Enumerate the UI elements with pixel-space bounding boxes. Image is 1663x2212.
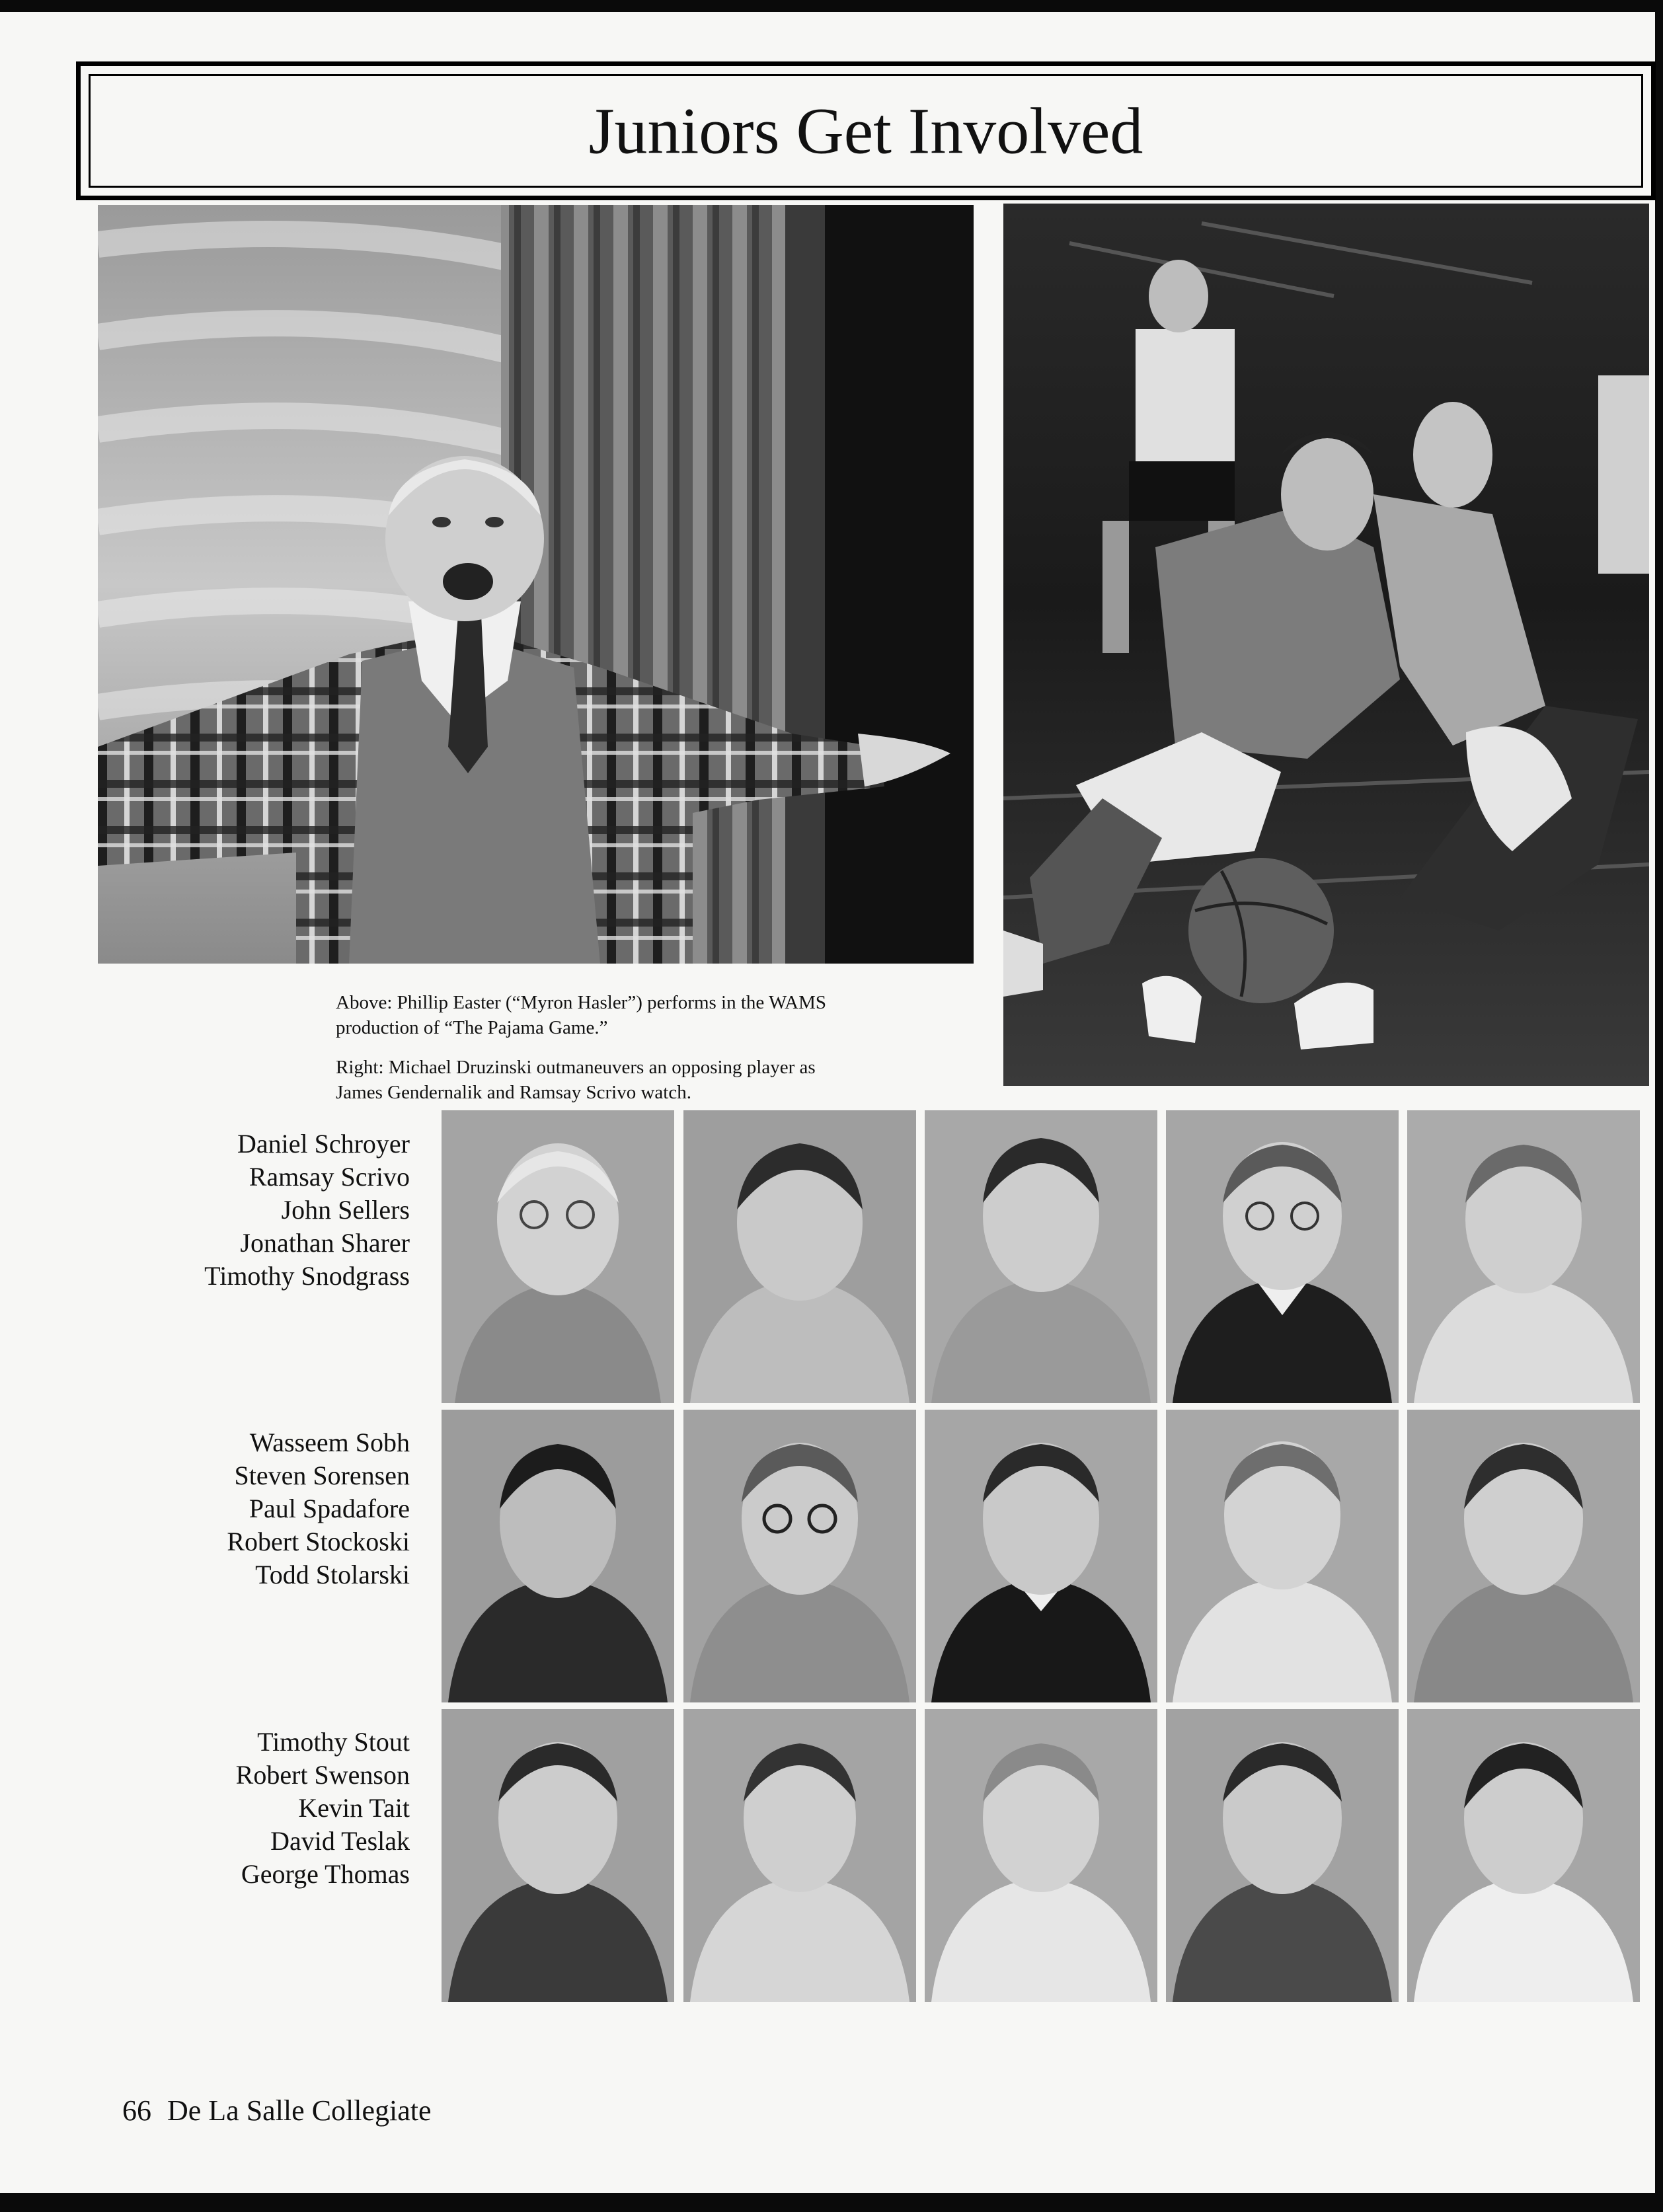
student-name: Wasseem Sobh [249, 1428, 410, 1457]
school-name: De La Salle Collegiate [167, 2094, 432, 2127]
title-banner [76, 61, 1656, 200]
student-portrait [925, 1410, 1157, 1702]
student-name: Paul Spadafore [249, 1494, 410, 1523]
student-portrait [1407, 1709, 1640, 2002]
student-portrait [925, 1110, 1157, 1403]
student-portrait [1166, 1709, 1399, 2002]
page-number: 66 [122, 2094, 151, 2127]
student-name: David Teslak [270, 1826, 410, 1856]
names-row-3 [99, 1726, 410, 1891]
names-row-1 [99, 1127, 410, 1293]
student-name: Steven Sorensen [234, 1461, 410, 1490]
page-title: Juniors Get Involved [588, 94, 1143, 168]
student-portrait [1407, 1410, 1640, 1702]
student-portrait [925, 1709, 1157, 2002]
student-name: Timothy Stout [257, 1727, 410, 1757]
student-name: Timothy Snodgrass [204, 1261, 410, 1291]
student-portrait [1407, 1110, 1640, 1403]
student-name: Jonathan Sharer [240, 1228, 410, 1258]
student-name: John Sellers [281, 1195, 410, 1225]
student-portrait [1166, 1410, 1399, 1702]
student-name: Robert Stockoski [227, 1527, 410, 1556]
student-name: Daniel Schroyer [237, 1129, 410, 1159]
student-name: Robert Swenson [235, 1760, 410, 1790]
caption-right: Right: Michael Druzinski outmaneuvers an opposing player as James Gendernalik and Ramsay Scrivo watch. [336, 1057, 816, 1103]
student-portrait [442, 1709, 674, 2002]
yearbook-page [0, 12, 1655, 2193]
student-name: Todd Stolarski [255, 1560, 410, 1589]
student-portrait [683, 1410, 916, 1702]
basketball-game-photo [1003, 204, 1649, 1086]
student-portrait [442, 1410, 674, 1702]
caption-above: Above: Phillip Easter (“Myron Hasler”) performs in the WAMS production of “The Pajama Game.” [336, 992, 827, 1038]
student-portrait [683, 1110, 916, 1403]
student-portrait [442, 1110, 674, 1403]
student-name: Ramsay Scrivo [249, 1162, 410, 1192]
stage-performer-photo [98, 205, 974, 964]
student-name: Kevin Tait [298, 1793, 410, 1823]
student-name: George Thomas [241, 1859, 410, 1889]
names-row-2 [99, 1426, 410, 1591]
student-portrait [1166, 1110, 1399, 1403]
student-portrait [683, 1709, 916, 2002]
page-footer [122, 2094, 447, 2127]
